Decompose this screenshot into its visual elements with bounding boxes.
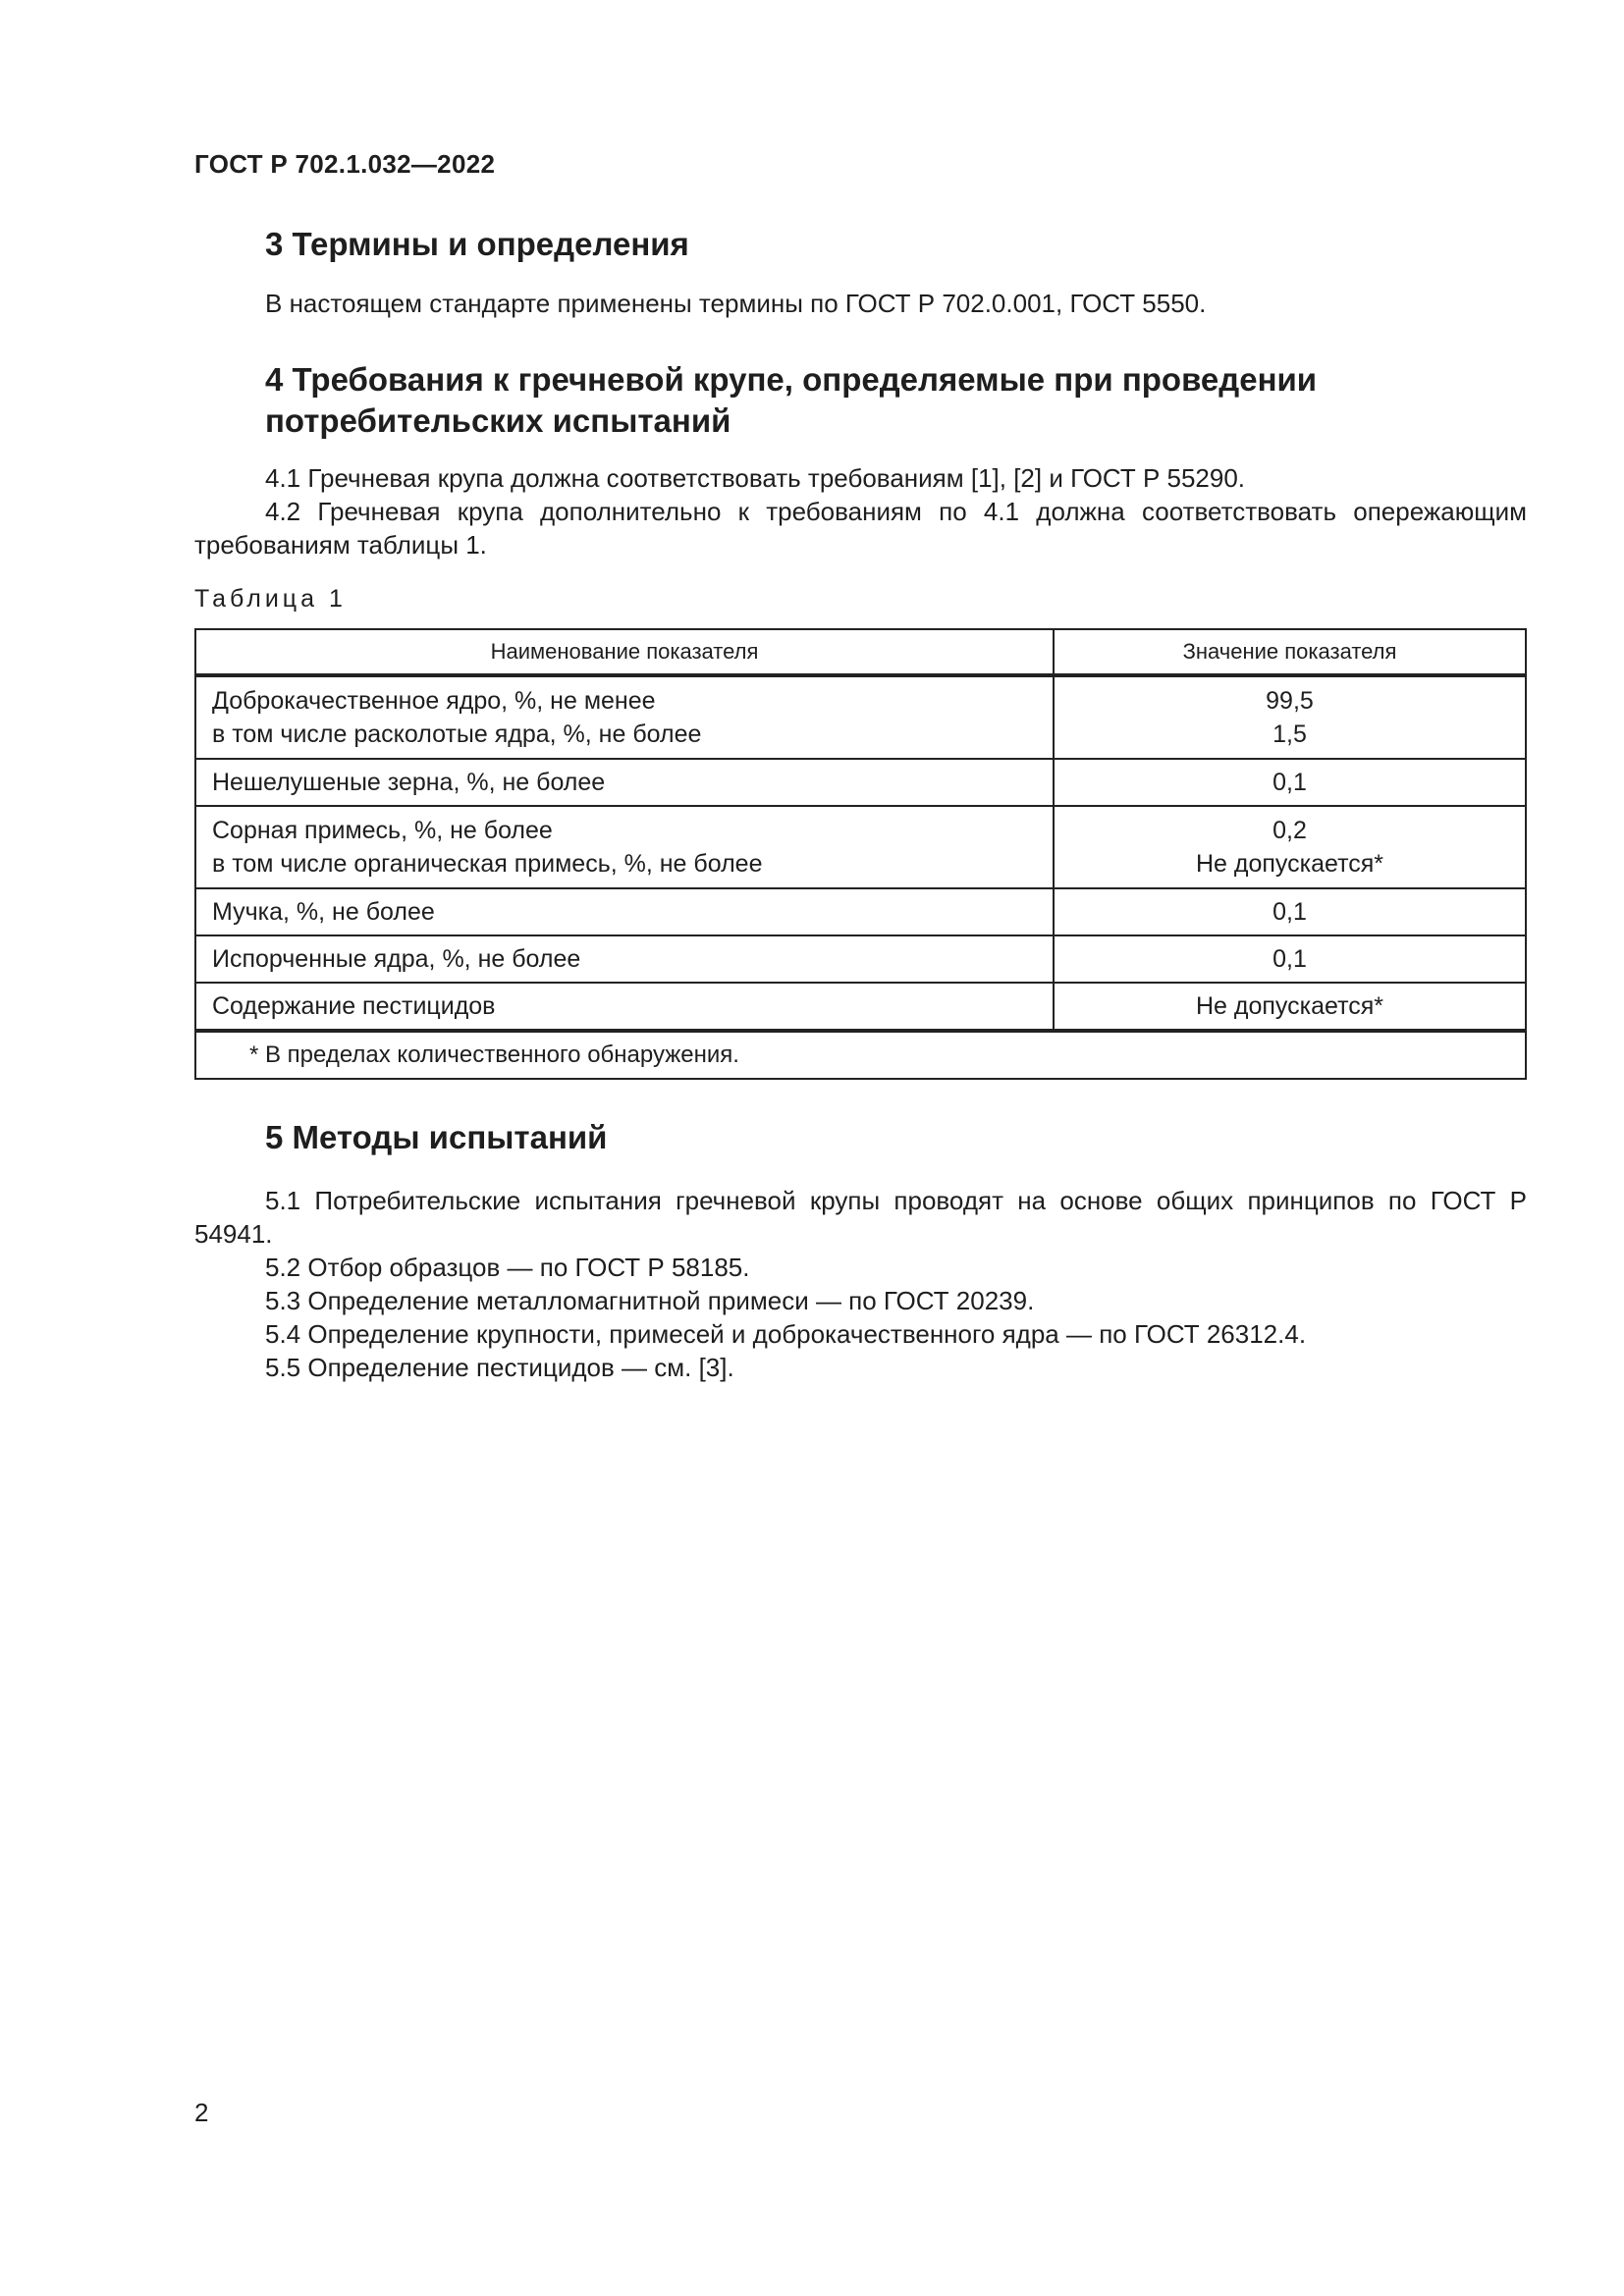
- table-header-name: Наименование показателя: [195, 629, 1054, 675]
- table-cell-value: 0,1: [1054, 935, 1526, 983]
- paragraph-4-1-text: 4.1 Гречневая крупа должна соответствовать требованиям [1], [2] и ГОСТ Р 55290.: [265, 463, 1246, 493]
- table-row: [195, 983, 1526, 1031]
- cell-line: 0,2: [1272, 817, 1307, 844]
- paragraph-5-1-text: 5.1 Потребительские испытания гречневой крупы проводят на основе общих принципов по ГОСТ Р 54941.: [194, 1186, 1527, 1249]
- cell-line: в том числе органическая примесь, %, не более: [212, 850, 763, 878]
- paragraph-5-2: [194, 1251, 1527, 1284]
- table-row: [195, 759, 1526, 806]
- section-4-title: [265, 359, 1542, 442]
- table-header-value: Значение показателя: [1054, 629, 1526, 675]
- table-cell-value: [1054, 675, 1526, 759]
- cell-line: Сорная примесь, %, не более: [212, 817, 553, 844]
- table-cell-value: [1054, 806, 1526, 888]
- section-5-title: 5 Методы испытаний: [265, 1119, 608, 1155]
- section-4-title-line2: потребительских испытаний: [265, 402, 731, 439]
- section-3-text-content: В настоящем стандарте применены термины по ГОСТ Р 702.0.001, ГОСТ 5550.: [265, 289, 1207, 318]
- table-row: [195, 806, 1526, 888]
- requirements-table: [194, 628, 1527, 1080]
- section-3-text: [194, 287, 1527, 320]
- paragraph-5-5-text: 5.5 Определение пестицидов — см. [3].: [265, 1353, 734, 1382]
- cell-line: Доброкачественное ядро, %, не менее: [212, 687, 656, 715]
- paragraph-5-4: [194, 1317, 1527, 1351]
- paragraph-5-3-text: 5.3 Определение металломагнитной примеси — по ГОСТ 20239.: [265, 1286, 1035, 1315]
- cell-line: Не допускается*: [1195, 850, 1384, 878]
- section-3-title: 3 Термины и определения: [265, 226, 689, 262]
- table-footnote: * В пределах количественного обнаружения.: [195, 1031, 1526, 1079]
- paragraph-4-2-text: 4.2 Гречневая крупа дополнительно к требованиям по 4.1 должна соответствовать опережающим требованиям таблицы 1.: [194, 497, 1527, 560]
- table-cell-name: [195, 675, 1054, 759]
- paragraph-4-1: [194, 461, 1527, 495]
- paragraph-5-5: [194, 1351, 1527, 1384]
- table-cell-name: Испорченные ядра, %, не более: [195, 935, 1054, 983]
- table-footnote-row: [195, 1031, 1526, 1079]
- table-cell-name: Содержание пестицидов: [195, 983, 1054, 1031]
- table-cell-name: Мучка, %, не более: [195, 888, 1054, 935]
- paragraph-5-3: [194, 1284, 1527, 1317]
- page-number: 2: [194, 2098, 209, 2127]
- paragraph-5-4-text: 5.4 Определение крупности, примесей и доброкачественного ядра — по ГОСТ 26312.4.: [265, 1319, 1307, 1349]
- cell-line: в том числе расколотые ядра, %, не более: [212, 721, 702, 748]
- table-cell-value: Не допускается*: [1054, 983, 1526, 1031]
- table-row: [195, 935, 1526, 983]
- cell-line: 99,5: [1266, 687, 1314, 715]
- table-row: [195, 888, 1526, 935]
- document-header: ГОСТ Р 702.1.032—2022: [194, 149, 496, 179]
- table-cell-value: 0,1: [1054, 759, 1526, 806]
- paragraph-5-1: [194, 1184, 1527, 1251]
- paragraph-5-2-text: 5.2 Отбор образцов — по ГОСТ Р 58185.: [265, 1253, 750, 1282]
- paragraph-4-2: [194, 495, 1527, 561]
- table-cell-name: Нешелушеные зерна, %, не более: [195, 759, 1054, 806]
- table-cell-name: [195, 806, 1054, 888]
- table-row: [195, 675, 1526, 759]
- table-cell-value: 0,1: [1054, 888, 1526, 935]
- cell-line: 1,5: [1272, 721, 1307, 748]
- table-caption: Таблица 1: [194, 585, 347, 613]
- section-4-title-line1: 4 Требования к гречневой крупе, определяемые при проведении: [265, 361, 1318, 398]
